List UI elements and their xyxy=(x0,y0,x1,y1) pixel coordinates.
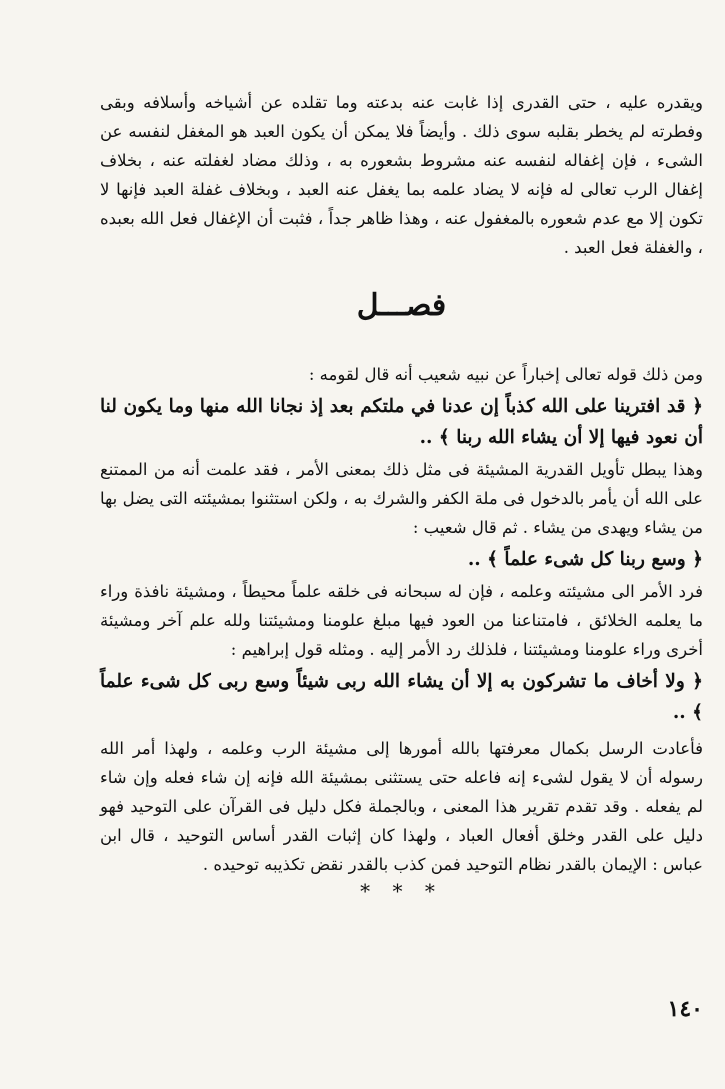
quran-verse-1: ﴿ قد افترينا على الله كذباً إن عدنا في ملتكم بعد إذ نجانا الله منها وما يكون لنا أن نعود فيها إلا أن يشاء الله ربنا ﴾ .. xyxy=(100,396,703,448)
page-number: ١٤٠ xyxy=(667,996,703,1022)
quran-verse-2: ﴿ وسع ربنا كل شىء علماً ﴾ .. xyxy=(467,549,703,570)
paragraph-bottom: فأعادت الرسل بكمال معرفتها بالله أمورها إلى مشيئة الرب وعلمه ، ولهذا أمر الله رسوله أن لا يقول لشىء إنه فاعله حتى يستثنى بمشيئة الله فإنه إن شاء فعله وإن شاء لم يفعله . وقد تقدم تقرير هذا المعنى ، وبالجملة فكل دليل فى القرآن على التوحيد فهو دليل على القدر وخلق أفعال العباد ، ولهذا كان إثبات القدر أساس التوحيد ، قال ابن عباس : الإيمان بالقدر نظام التوحيد فمن كذب بالقدر نقض تكذيبه توحيده . xyxy=(100,739,703,874)
section-heading-text: فصـــل xyxy=(356,288,447,323)
paragraph-middle: وهذا يبطل تأويل القدرية المشيئة فى مثل ذلك بمعنى الأمر ، فقد علمت أنه من الممتنع على الله أن يأمر بالدخول فى ملة الكفر والشرك به ، ولكن استثنوا بمشيئته التى يضل بها من يشاء ويهدى من يشاء . ثم قال شعيب : xyxy=(100,460,703,537)
section-separator: * * * xyxy=(360,879,443,903)
paragraph-after-verse-2: فرد الأمر الى مشيئته وعلمه ، فإن له سبحانه فى خلقه علماً محيطاً ، ومشيئة نافذة وراء ما يعلمه الخلائق ، فامتناعنا من العود فيها مبلغ علومنا ومشيئتنا ولله علم آخر ومشيئة أخرى وراء علومنا ومشيئتنا ، فلذلك رد الأمر إليه . ومثله قول إبراهيم : xyxy=(100,582,703,659)
intro-line: ومن ذلك قوله تعالى إخباراً عن نبيه شعيب أنه قال لقومه : xyxy=(308,365,703,384)
quran-verse-3: ﴿ ولا أخاف ما تشركون به إلا أن يشاء الله ربى شيئاً وسع ربى كل شىء علماً ﴾ .. xyxy=(100,671,703,723)
section-heading xyxy=(100,286,703,326)
paragraph-top: ويقدره عليه ، حتى القدرى إذا غابت عنه بدعته وما تقلده عن أشياخه وأسلافه وبقى وفطرته لم يخطر بقلبه سوى ذلك . وأيضاً فلا يمكن أن يكون العبد هو المغفل لنفسه عن الشىء ، فإن إغفاله لنفسه عنه مشروط بشعوره به ، وذلك مضاد لغفلته عنه ، بخلاف إغفال الرب تعالى له فإنه لا يضاد علمه بما يغفل عنه العبد ، وبخلاف غفلة العبد فإنها لا تكون إلا مع عدم شعوره بالمغفول عنه ، وهذا ظاهر جداً ، فثبت أن الإغفال فعل الله بعبده ، والغفلة فعل العبد . xyxy=(100,93,703,257)
book-page xyxy=(100,88,703,1048)
